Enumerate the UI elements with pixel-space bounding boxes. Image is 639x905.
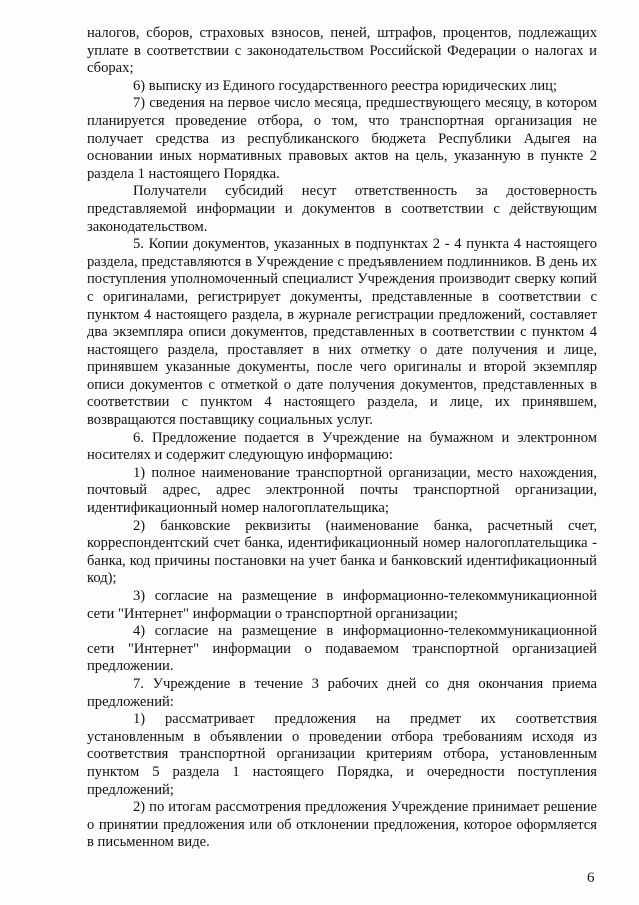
paragraph-review-item-2: 2) по итогам рассмотрения предложения Учреждение принимает решение о принятии предложения или об отклонении предложения, которое оформляется в письменном виде.	[87, 799, 597, 851]
document-body	[87, 25, 597, 852]
paragraph-section-5-copies: 5. Копии документов, указанных в подпунктах 2 - 4 пункта 4 настоящего раздела, представляются в Учреждение с предъявлением подлинников. В день их поступления уполномоченный специалист Учреждения производит сверку копий с оригиналами, регистрирует документы, представленные в соответствии с пунктом 4 настоящего раздела, в журнале регистрации предложений, составляет два экземпляра описи документов, представленных в соответствии с пунктом 4 настоящего раздела, проставляет в них отметку о дате получения и лице, принявшем указанные документы, после чего оригиналы и второй экземпляр описи документов с отметкой о дате получения документов, представленных в соответствии с пунктом 4 настоящего раздела, и лице, их принявшем, возвращаются поставщику социальных услуг.	[87, 236, 597, 429]
paragraph-item-4-consent: 4) согласие на размещение в информационно-телекоммуникационной сети "Интернет" информации о подаваемом транспортной организацией предложении.	[87, 623, 597, 675]
paragraph-item-6-egrul: 6) выписку из Единого государственного реестра юридических лиц;	[133, 77, 558, 94]
paragraph-review-item-1: 1) рассматривает предложения на предмет их соответствия установленным в объявлении о проведении отбора требованиям исходя из соответствия транспортной организации критериям отбора, установленным пунктом 5 раздела 1 настоящего Порядка, и очередности поступления предложений;	[87, 711, 597, 798]
paragraph-item-2-bank: 2) банковские реквизиты (наименование банка, расчетный счет, корреспондентский счет банка, идентификационный номер налогоплательщика - банка, код причины постановки на учет банка и банковский идентификационный код);	[87, 517, 597, 587]
paragraph-item-7-budget: 7) сведения на первое число месяца, предшествующего месяцу, в котором планируется проведение отбора, о том, что транспортная организация не получает средства из республиканского бюджета Республики Адыгея на основании иных нормативных правовых актов на цель, указанную в пункте 2 раздела 1 настоящего Порядка.	[87, 95, 597, 182]
page-number: 6	[587, 870, 595, 886]
paragraph-section-7-review: 7. Учреждение в течение 3 рабочих дней со дня окончания приема предложений:	[87, 675, 597, 710]
paragraph-item-3-consent: 3) согласие на размещение в информационно-телекоммуникационной сети "Интернет" информации о транспортной организации;	[87, 588, 597, 622]
paragraph-section-6-proposal: 6. Предложение подается в Учреждение на бумажном и электронном носителях и содержит следующую информацию:	[87, 429, 597, 464]
paragraph-taxes-continuation: налогов, сборов, страховых взносов, пеней, штрафов, процентов, подлежащих уплате в соответствии с законодательством Российской Федерации о налогах и сборах;	[87, 25, 597, 77]
paragraph-item-1-name: 1) полное наименование транспортной организации, место нахождения, почтовый адрес, адрес электронной почты транспортной организации, идентификационный номер налогоплательщика;	[87, 464, 597, 517]
paragraph-responsibility: Получатели субсидий несут ответственность за достоверность представляемой информации и документов в соответствии с действующим законодательством.	[87, 183, 597, 235]
